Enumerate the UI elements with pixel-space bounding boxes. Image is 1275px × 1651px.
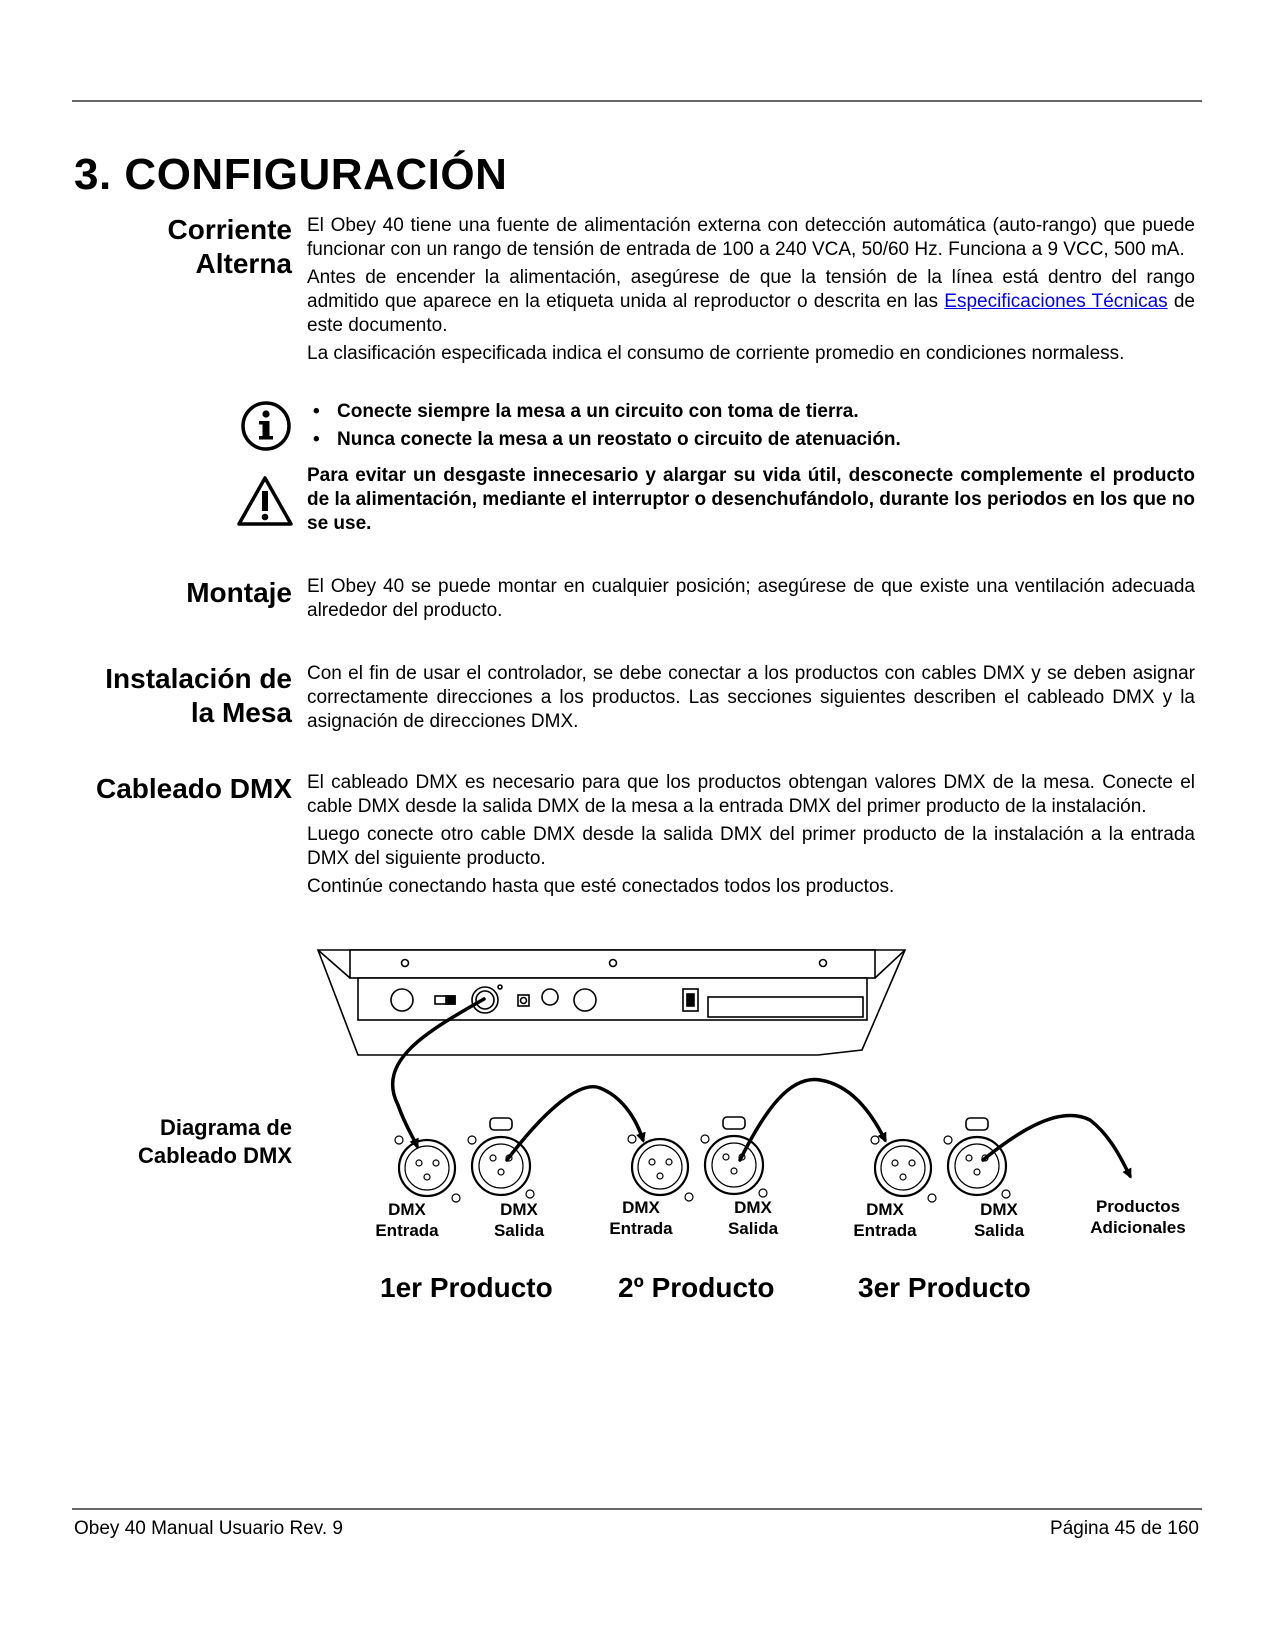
list-item: • Nunca conecte la mesa a un reostato o circuito de atenuación. xyxy=(307,428,1195,452)
paragraph: El cableado DMX es necesario para que los productos obtengan valores DMX de la mesa. Conecte el cable DMX desde la salida DMX de la mesa a la entrada DMX del primer producto de la instalación. xyxy=(307,772,1195,817)
connector-label xyxy=(698,1197,808,1239)
dmx-input-connector xyxy=(395,1136,460,1202)
product-label: 1er Producto xyxy=(380,1272,553,1303)
footer-left: Obey 40 Manual Usuario Rev. 9 xyxy=(74,1518,343,1539)
paragraph: El Obey 40 se puede montar en cualquier posición; asegúrese de que existe una ventilación adecuada alrededor del producto. xyxy=(307,576,1195,621)
specifications-link[interactable]: Especificaciones Técnicas xyxy=(944,291,1168,312)
footer-rule xyxy=(72,1508,1202,1510)
label-line: Entrada xyxy=(375,1221,439,1240)
label-line: DMX xyxy=(622,1198,660,1217)
caption-line: Diagrama de xyxy=(159,1115,292,1140)
dmx-output-connector xyxy=(468,1118,534,1198)
connector-label xyxy=(586,1197,696,1239)
paragraph: Continúe conectando hasta que esté conectados todos los productos. xyxy=(307,876,895,897)
label-line: Adicionales xyxy=(1090,1218,1186,1237)
paragraph: Luego conecte otro cable DMX desde la salida DMX del primer producto de la instalación a la entrada DMX del siguiente producto. xyxy=(307,824,1195,869)
label-line: DMX xyxy=(500,1200,538,1219)
product-label: 2º Producto xyxy=(618,1272,775,1303)
heading-line: la Mesa xyxy=(190,697,292,728)
label-line: Productos xyxy=(1095,1197,1181,1216)
label-line: DMX xyxy=(388,1200,426,1219)
label-line: Entrada xyxy=(609,1219,673,1238)
caption-line: Cableado DMX xyxy=(137,1143,292,1168)
warning-paragraph: Para evitar un desgaste innecesario y alargar su vida útil, desconecte complemente el producto de la alimentación, mediante el interruptor o desenchufándolo, durante los periodos en los que no se use. xyxy=(307,465,1195,534)
chapter-title: 3. CONFIGURACIÓN xyxy=(74,150,508,199)
footer-page-number: Página 45 de 160 xyxy=(1050,1518,1199,1539)
paragraph: La clasificación especificada indica el consumo de corriente promedio en condiciones normaless. xyxy=(307,343,1125,364)
paragraph: El Obey 40 tiene una fuente de alimentación externa con detección automática (auto-rango) que puede funcionar con un rango de tensión de entrada de 100 a 240 VCA, 50/60 Hz. Funciona a 9 VCC, 500 mA. xyxy=(307,215,1195,260)
dmx-cable xyxy=(507,1087,643,1160)
label-line: Salida xyxy=(973,1221,1025,1240)
console-illustration xyxy=(318,950,905,1055)
label-line: Entrada xyxy=(853,1221,917,1240)
dmx-cable xyxy=(740,1080,885,1160)
text-span: de este documento. xyxy=(307,291,1196,336)
heading-line: Instalación de xyxy=(105,663,292,694)
heading-montaje: Montaje xyxy=(186,577,292,608)
connector-label xyxy=(830,1199,940,1241)
dmx-output-connector xyxy=(944,1118,1010,1198)
heading-line: Alterna xyxy=(195,248,292,279)
product-label: 3er Producto xyxy=(858,1272,1031,1303)
additional-products-label xyxy=(1068,1196,1208,1238)
dmx-input-connector xyxy=(871,1136,936,1202)
label-line: DMX xyxy=(980,1200,1018,1219)
label-line: DMX xyxy=(734,1198,772,1217)
label-line: Salida xyxy=(727,1219,779,1238)
dmx-input-connector xyxy=(628,1135,693,1201)
label-line: DMX xyxy=(866,1200,904,1219)
label-line: Salida xyxy=(493,1221,545,1240)
heading-cableado-dmx: Cableado DMX xyxy=(95,773,292,804)
paragraph: Con el fin de usar el controlador, se debe conectar a los productos con cables DMX y se deben asignar correctamente direcciones a los productos. Las secciones siguientes describen el cableado DMX y la asignación de direcciones DMX. xyxy=(307,663,1195,732)
heading-line: Corriente xyxy=(167,214,292,245)
text-span: Antes de encender la alimentación, asegúrese de que la tensión de la línea está dentro del rango admitido que aparece en la etiqueta unida al reproductor o descrita en las xyxy=(307,267,1195,312)
connector-label xyxy=(352,1199,462,1241)
connector-label xyxy=(944,1199,1054,1241)
connector-label xyxy=(464,1199,574,1241)
list-item: • Conecte siempre la mesa a un circuito con toma de tierra. xyxy=(307,400,1195,424)
